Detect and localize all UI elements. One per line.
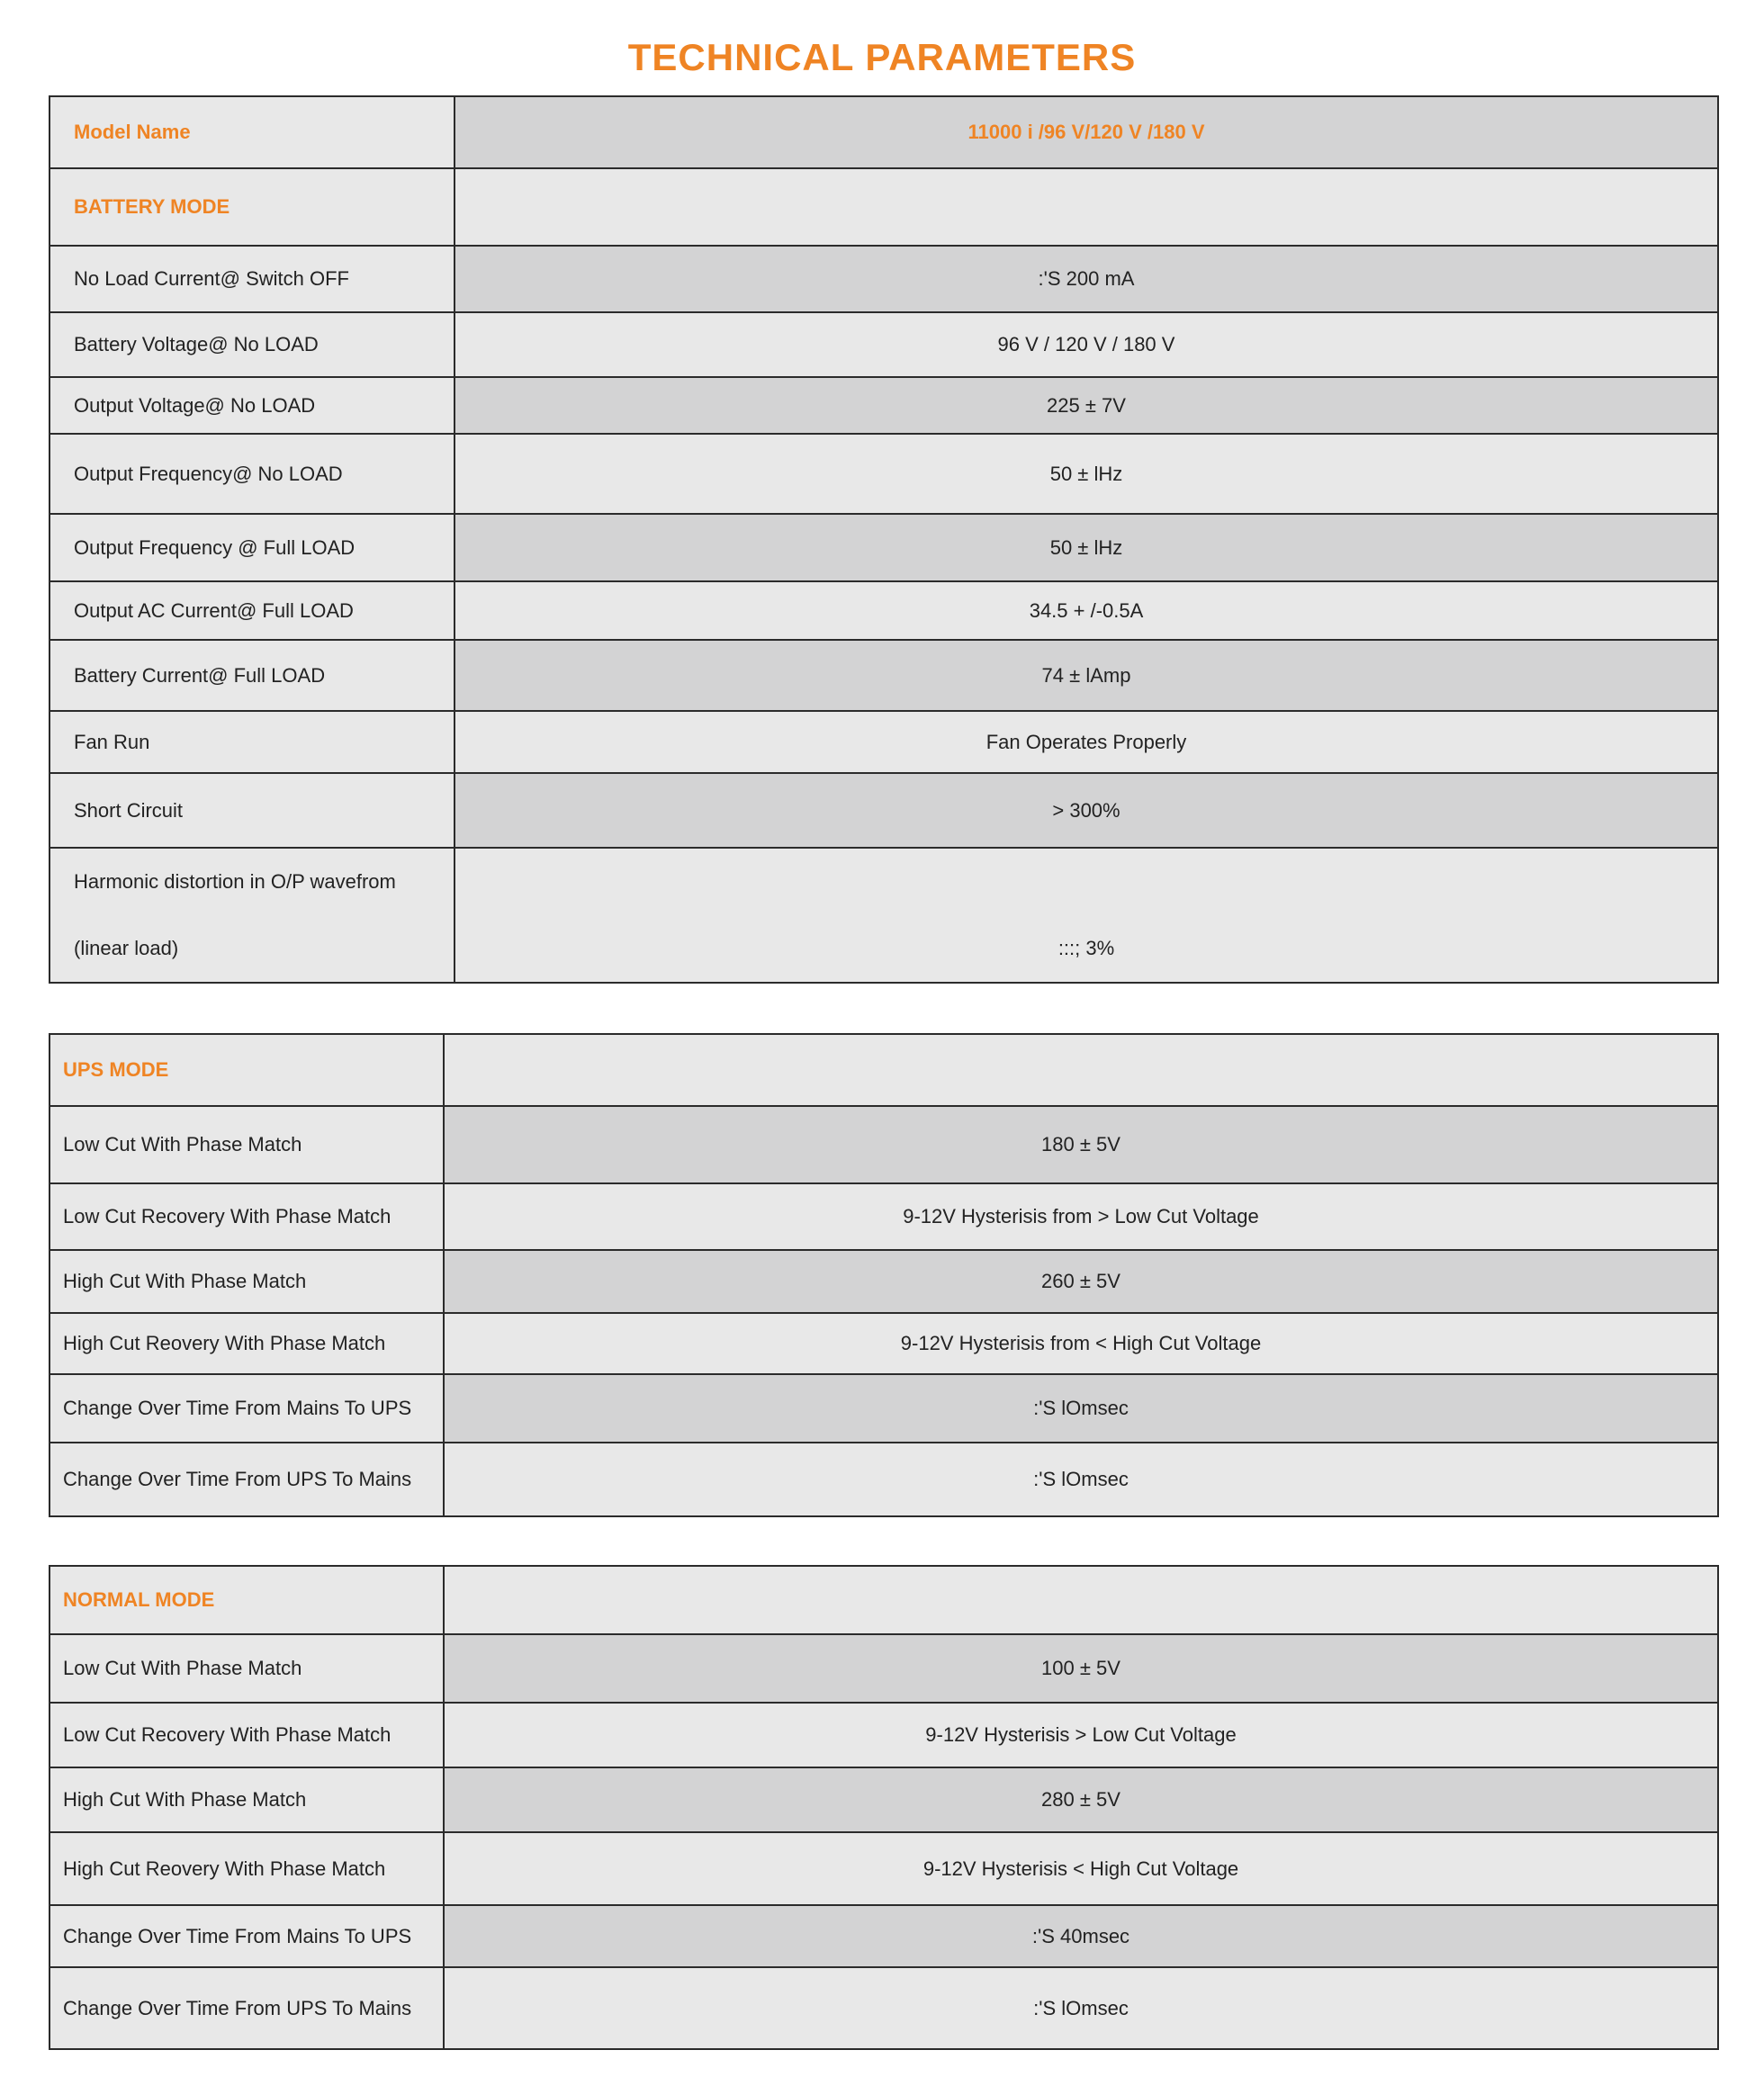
- row-value: :'S 200 mA: [454, 246, 1718, 312]
- table-row: [50, 1443, 1718, 1516]
- row-label: Low Cut Recovery With Phase Match: [50, 1703, 444, 1767]
- table-row: [50, 1034, 1718, 1106]
- row-value: 9-12V Hysterisis > Low Cut Voltage: [444, 1703, 1718, 1767]
- section-heading-ups-mode: UPS MODE: [50, 1034, 444, 1106]
- row-label: High Cut Reovery With Phase Match: [50, 1832, 444, 1905]
- table-row: [50, 1703, 1718, 1767]
- table-row: [50, 168, 1718, 246]
- harmonic-value: :::; 3%: [454, 848, 1718, 983]
- row-value: :'S lOmsec: [444, 1374, 1718, 1443]
- row-label: High Cut With Phase Match: [50, 1767, 444, 1832]
- row-value: 225 ± 7V: [454, 377, 1718, 434]
- table-row: [50, 711, 1718, 773]
- row-value: 100 ± 5V: [444, 1634, 1718, 1703]
- table-row: [50, 1566, 1718, 1634]
- battery-mode-table: [49, 95, 1719, 984]
- empty-cell: [444, 1034, 1718, 1106]
- empty-cell: [454, 168, 1718, 246]
- section-heading-battery-mode: BATTERY MODE: [50, 168, 454, 246]
- row-label: Battery Voltage@ No LOAD: [50, 312, 454, 377]
- row-label: Battery Current@ Full LOAD: [50, 640, 454, 711]
- table-row: [50, 640, 1718, 711]
- row-label: Change Over Time From UPS To Mains: [50, 1967, 444, 2049]
- row-value: 260 ± 5V: [444, 1250, 1718, 1313]
- table-row: [50, 1313, 1718, 1374]
- harmonic-label-line2: (linear load): [74, 937, 179, 959]
- row-value: 74 ± lAmp: [454, 640, 1718, 711]
- table-row: [50, 1106, 1718, 1183]
- row-label: Low Cut Recovery With Phase Match: [50, 1183, 444, 1250]
- row-value: 180 ± 5V: [444, 1106, 1718, 1183]
- row-label: High Cut Reovery With Phase Match: [50, 1313, 444, 1374]
- row-label: Change Over Time From Mains To UPS: [50, 1374, 444, 1443]
- page-title: TECHNICAL PARAMETERS: [627, 36, 1137, 78]
- row-value: 50 ± lHz: [454, 514, 1718, 581]
- row-value: 9-12V Hysterisis from > Low Cut Voltage: [444, 1183, 1718, 1250]
- row-label: No Load Current@ Switch OFF: [50, 246, 454, 312]
- table-row: [50, 1634, 1718, 1703]
- ups-mode-table: [49, 1033, 1719, 1517]
- harmonic-label-cell: [50, 848, 454, 983]
- table-row: [50, 1967, 1718, 2049]
- row-value: 9-12V Hysterisis from < High Cut Voltage: [444, 1313, 1718, 1374]
- table-row: [50, 848, 1718, 983]
- table-row: [50, 581, 1718, 640]
- section-heading-normal-mode: NORMAL MODE: [50, 1566, 444, 1634]
- row-label: Change Over Time From Mains To UPS: [50, 1905, 444, 1967]
- row-label: Short Circuit: [50, 773, 454, 848]
- row-label: Change Over Time From UPS To Mains: [50, 1443, 444, 1516]
- table-row: [50, 1183, 1718, 1250]
- table-row: [50, 1767, 1718, 1832]
- row-value: 34.5 + /-0.5A: [454, 581, 1718, 640]
- table-row: [50, 246, 1718, 312]
- table-row: [50, 377, 1718, 434]
- row-value: 96 V / 120 V / 180 V: [454, 312, 1718, 377]
- table-row: [50, 312, 1718, 377]
- table-row: [50, 1374, 1718, 1443]
- row-label: Fan Run: [50, 711, 454, 773]
- row-label: High Cut With Phase Match: [50, 1250, 444, 1313]
- table-row: [50, 1905, 1718, 1967]
- table-row: [50, 514, 1718, 581]
- row-label: Output Frequency@ No LOAD: [50, 434, 454, 514]
- row-value: 50 ± lHz: [454, 434, 1718, 514]
- row-label: Output AC Current@ Full LOAD: [50, 581, 454, 640]
- table-row: [50, 434, 1718, 514]
- row-value: :'S 40msec: [444, 1905, 1718, 1967]
- row-value: 9-12V Hysterisis < High Cut Voltage: [444, 1832, 1718, 1905]
- row-label: Output Voltage@ No LOAD: [50, 377, 454, 434]
- model-name-label: Model Name: [50, 96, 454, 168]
- row-value: :'S lOmsec: [444, 1967, 1718, 2049]
- row-value: :'S lOmsec: [444, 1443, 1718, 1516]
- table-row: [50, 773, 1718, 848]
- table-row: [50, 1832, 1718, 1905]
- table-row: [50, 1250, 1718, 1313]
- harmonic-label-line1: Harmonic distortion in O/P wavefrom: [74, 870, 396, 893]
- table-row: [50, 96, 1718, 168]
- model-name-value: 11000 i /96 V/120 V /180 V: [454, 96, 1718, 168]
- row-value: 280 ± 5V: [444, 1767, 1718, 1832]
- row-label: Low Cut With Phase Match: [50, 1106, 444, 1183]
- normal-mode-table: [49, 1565, 1719, 2050]
- row-label: Output Frequency @ Full LOAD: [50, 514, 454, 581]
- row-value: > 300%: [454, 773, 1718, 848]
- row-value: Fan Operates Properly: [454, 711, 1718, 773]
- row-label: Low Cut With Phase Match: [50, 1634, 444, 1703]
- empty-cell: [444, 1566, 1718, 1634]
